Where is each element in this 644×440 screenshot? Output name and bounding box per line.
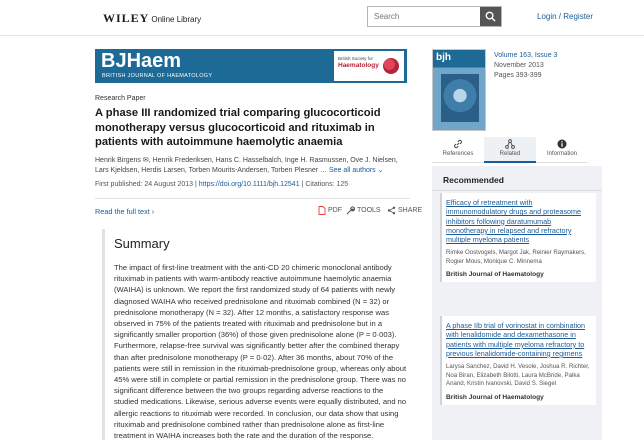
doi-link[interactable]: https://doi.org/10.1111/bjh.12541 xyxy=(198,181,300,188)
society-logo-name: Haematology xyxy=(338,62,379,69)
journal-cover-image[interactable] xyxy=(432,49,486,131)
recommended-journal: British Journal of Haematology xyxy=(446,271,544,279)
citations-count[interactable]: Citations: 125 xyxy=(305,181,349,188)
cover-artwork xyxy=(441,74,479,122)
authors-text[interactable]: Henrik Birgens ✉, Henrik Frederiksen, Hans C. Hasselbalch, Inge H. Rasmussen, Ove J. Nielsen, Lars Kjeldsen, Herdis Larsen, Torben Mourits-Andersen, Torben Plesner … xyxy=(95,157,398,174)
recommended-article-link[interactable]: A phase IIb trial of vorinostat in combination with lenalidomide and dexamethasone in patients with multiple myeloma refractory to previous lenalidomide-containing regimens xyxy=(446,321,586,358)
search-input[interactable] xyxy=(368,7,481,26)
recommended-authors: Larysa Sanchez, David H. Vesole, Joshua R. Richter, Noa Biran, Elizabeth Bilotti, Laura McBride, Palka Anand, Kristin Ivanovski, David S. Siegel xyxy=(446,363,590,388)
logo-subtitle: Online Library xyxy=(151,15,202,24)
society-logo xyxy=(334,51,404,81)
divider xyxy=(95,198,410,199)
tools-button[interactable] xyxy=(346,206,381,215)
network-icon xyxy=(505,139,515,149)
wiley-logo[interactable] xyxy=(103,11,201,26)
issue-volume-link[interactable]: Volume 163, Issue 3 xyxy=(494,52,558,59)
recommended-journal: British Journal of Haematology xyxy=(446,393,544,401)
pdf-icon xyxy=(318,206,326,215)
logo-brand: WILEY xyxy=(103,11,150,25)
search-button[interactable] xyxy=(480,7,501,26)
recommended-heading: Recommended xyxy=(443,175,504,185)
share-button[interactable] xyxy=(387,206,422,215)
cover-title: bjh xyxy=(436,52,451,63)
pdf-label: PDF xyxy=(328,207,342,214)
author-list xyxy=(95,156,400,176)
tab-information[interactable] xyxy=(536,137,588,163)
recommended-article-link[interactable]: Efficacy of retreatment with immunomodulatory drugs and proteasome inhibitors following daratumumab monotherapy in relapsed and refractory multiple myeloma patients xyxy=(446,198,582,245)
article-title: A phase III randomized trial comparing glucocorticoid monotherapy versus glucocorticoid and rituximab in patients with autoimmune haemolytic anaemia xyxy=(95,107,381,148)
recommended-card xyxy=(440,193,596,282)
journal-banner-subtitle: BRITISH JOURNAL OF HAEMATOLOGY xyxy=(102,73,213,79)
info-icon xyxy=(557,139,567,149)
recommended-card xyxy=(440,316,596,405)
divider xyxy=(432,190,602,191)
read-full-text-link[interactable]: Read the full text › xyxy=(95,207,155,216)
tab-references[interactable] xyxy=(432,137,484,163)
tab-related-label: Related xyxy=(499,151,521,157)
abstract-heading: Summary xyxy=(114,236,170,251)
tab-related[interactable] xyxy=(484,137,536,163)
tools-label: TOOLS xyxy=(357,207,381,214)
first-published: First published: 24 August 2013 xyxy=(95,181,194,188)
abstract-section xyxy=(102,229,410,440)
share-label: SHARE xyxy=(398,207,423,214)
society-emblem-icon xyxy=(383,58,399,74)
recommended-authors: Rimke Oostvogels, Margot Jak, Reinier Raymakers, Rogier Mous, Monique C. Minnema xyxy=(446,249,586,265)
link-icon xyxy=(453,139,463,149)
article-type: Research Paper xyxy=(95,95,146,102)
login-register-link[interactable]: Login / Register xyxy=(537,12,594,21)
wrench-icon xyxy=(346,206,355,215)
separator: | xyxy=(195,181,199,188)
top-header xyxy=(0,0,644,36)
tab-information-label: Information xyxy=(546,151,577,157)
recommended-panel xyxy=(432,166,602,440)
tab-references-label: References xyxy=(442,151,474,157)
separator: | xyxy=(301,181,306,188)
search-box xyxy=(367,6,502,27)
pdf-button[interactable] xyxy=(318,206,342,215)
issue-info xyxy=(494,51,557,81)
abstract-text: The impact of first-line treatment with the anti-CD 20 chimeric monoclonal antibody rituximab in patients with warm-antibody reactive autoimmune haemolytic anaemia (WAIHA) is unknown. We report the first randomized study of 64 patients with newly diagnosed WAIHA who received prednisolone and rituximab combined (N = 32) or prednisolone monotherapy (N = 32). After 12 months, a satisfactory response was observed in 75% of the patients treated with rituximab and prednisolone but in a significantly smaller proportion (36%) of those given prednisolone alone (P = 0·003). Furthermore, relapse-free survival was significantly better after the combined therapy than after prednisolone monotherapy (P = 0·02). After 36 months, about 70% of the patients were still in remission in the rituximab-prednisolone group, whereas only about 45% were still in complete or partial remission in the prednisolone group. There was no significant difference between the two groups regarding adverse reactions to the studied medications. Likewise, serious adverse events were equally distributed, and no allergic reactions to rituximab were recorded. In conclusion, our data show that using rituximab and prednisolone combined rather than prednisolone alone as first-line treatment in WAIHA increases both the rate and the duration of the response. xyxy=(114,263,407,440)
issue-date: November 2013 xyxy=(494,62,544,69)
see-all-authors-link[interactable]: See all authors ⌄ xyxy=(328,167,384,174)
share-icon xyxy=(387,206,396,215)
sidebar-tabs xyxy=(432,137,588,163)
journal-banner-title: BJHaem xyxy=(101,50,182,72)
issue-pages: Pages 393-399 xyxy=(494,72,542,79)
publication-info xyxy=(95,181,348,188)
society-logo-small: British Society for xyxy=(338,56,374,61)
search-icon xyxy=(485,11,496,22)
